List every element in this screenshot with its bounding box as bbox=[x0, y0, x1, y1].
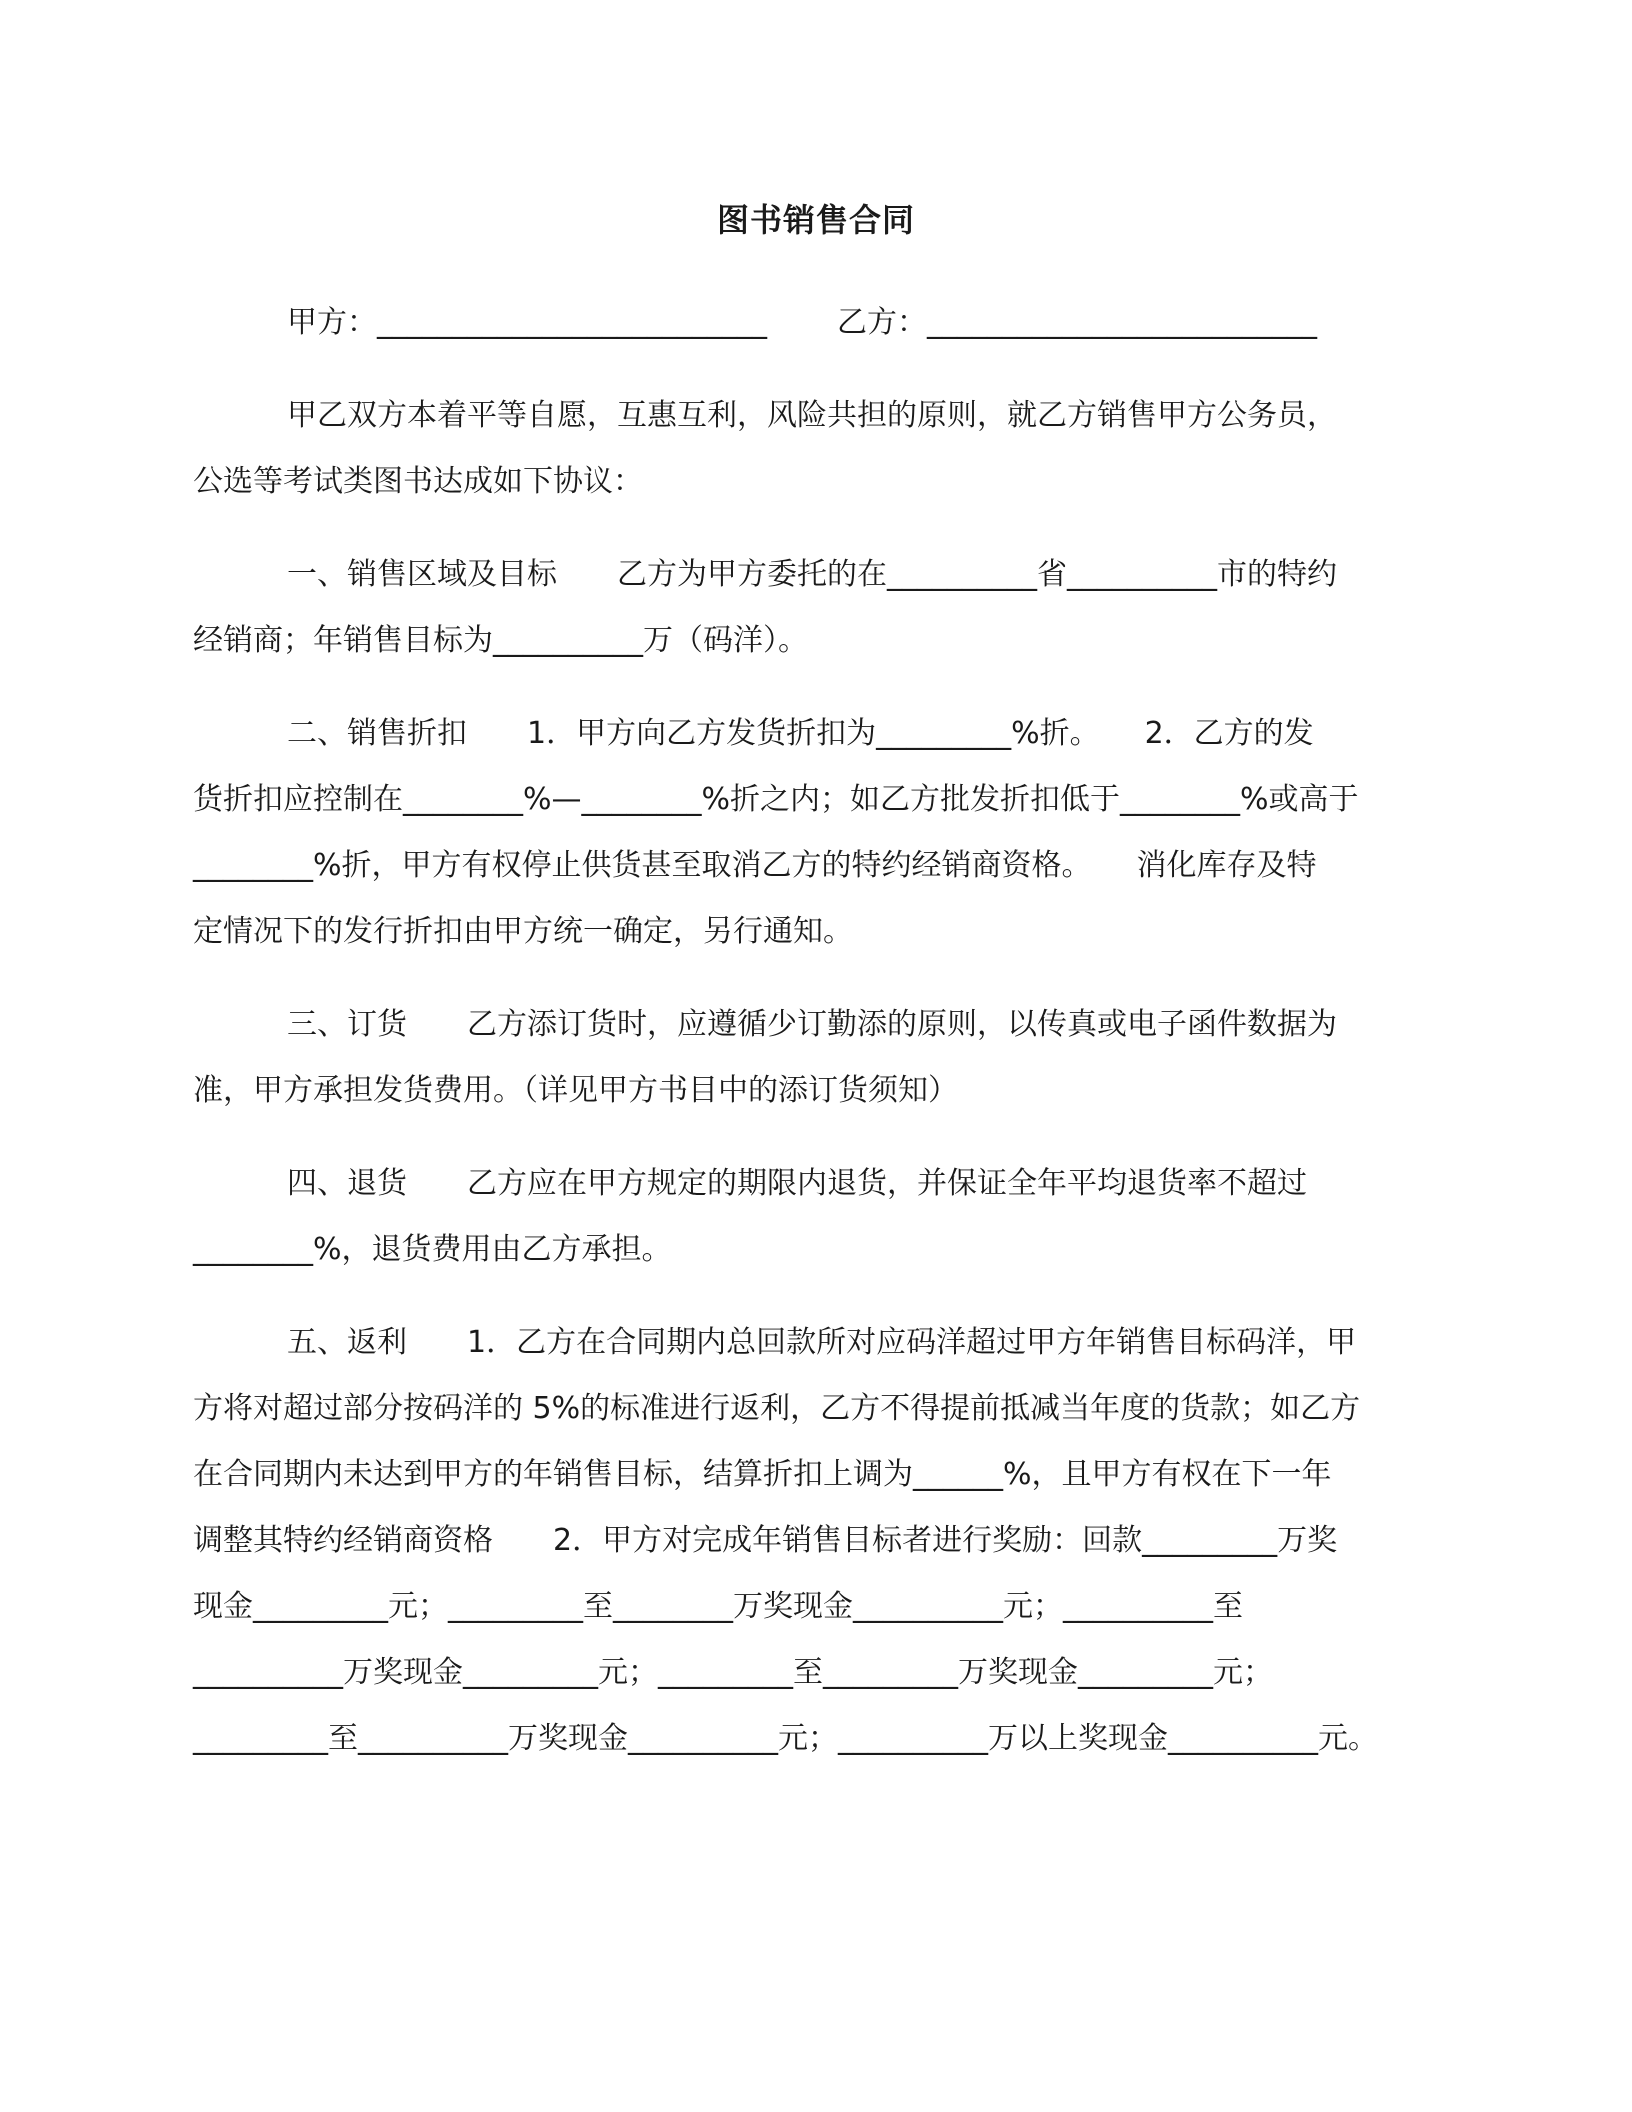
clause-3-line-1: 三、订货 乙方添订货时，应遵循少订勤添的原则，以传真或电子函件数据为 bbox=[287, 1007, 1337, 1042]
preamble-line-1: 甲乙双方本着平等自愿，互惠互利，风险共担的原则，就乙方销售甲方公务员， bbox=[287, 398, 1337, 433]
clause-4-line-2: ________%，退货费用由乙方承担。 bbox=[193, 1232, 672, 1267]
clause-5-line-2: 方将对超过部分按码洋的 5%的标准进行返利，乙方不得提前抵减当年度的货款；如乙方 bbox=[193, 1391, 1361, 1426]
clause-1-line-2: 经销商；年销售目标为__________万（码洋）。 bbox=[193, 623, 808, 658]
clause-5-line-7: _________至__________万奖现金__________元；__________万以上奖现金__________元。 bbox=[193, 1721, 1378, 1756]
clause-2-line-1: 二、销售折扣 1．甲方向乙方发货折扣为_________%折。 2．乙方的发 bbox=[287, 716, 1314, 751]
clause-5-line-4: 调整其特约经销商资格 2．甲方对完成年销售目标者进行奖励：回款_________万奖 bbox=[193, 1523, 1338, 1558]
clause-3-line-2: 准，甲方承担发货费用。（详见甲方书目中的添订货须知） bbox=[193, 1073, 958, 1108]
clause-4-line-1: 四、退货 乙方应在甲方规定的期限内退货，并保证全年平均退货率不超过 bbox=[287, 1166, 1307, 1201]
document-title: 图书销售合同 bbox=[716, 201, 915, 239]
clause-5-line-5: 现金_________元；_________至________万奖现金__________元；__________至 bbox=[193, 1589, 1243, 1624]
document-body bbox=[193, 290, 1443, 1772]
clause-5-line-3: 在合同期内未达到甲方的年销售目标，结算折扣上调为______%，且甲方有权在下一年 bbox=[193, 1457, 1332, 1492]
preamble-line-2: 公选等考试类图书达成如下协议： bbox=[193, 464, 643, 499]
clause-2-line-3: ________%折，甲方有权停止供货甚至取消乙方的特约经销商资格。 消化库存及特 bbox=[193, 848, 1317, 883]
clause-5-line-6: __________万奖现金_________元；_________至_________万奖现金_________元； bbox=[193, 1655, 1273, 1690]
party-b-field: 乙方：__________________________ bbox=[837, 305, 1317, 340]
parties-line bbox=[193, 290, 1443, 356]
party-a-field: 甲方：__________________________ bbox=[287, 305, 767, 340]
clause-2-line-4: 定情况下的发行折扣由甲方统一确定，另行通知。 bbox=[193, 914, 853, 949]
clause-2-line-2: 货折扣应控制在________%—________%折之内；如乙方批发折扣低于________%或高于 bbox=[193, 782, 1359, 817]
clause-5-line-1: 五、返利 1．乙方在合同期内总回款所对应码洋超过甲方年销售目标码洋，甲 bbox=[287, 1325, 1357, 1360]
clause-1-line-1: 一、销售区域及目标 乙方为甲方委托的在__________省__________市的特约 bbox=[287, 557, 1337, 592]
